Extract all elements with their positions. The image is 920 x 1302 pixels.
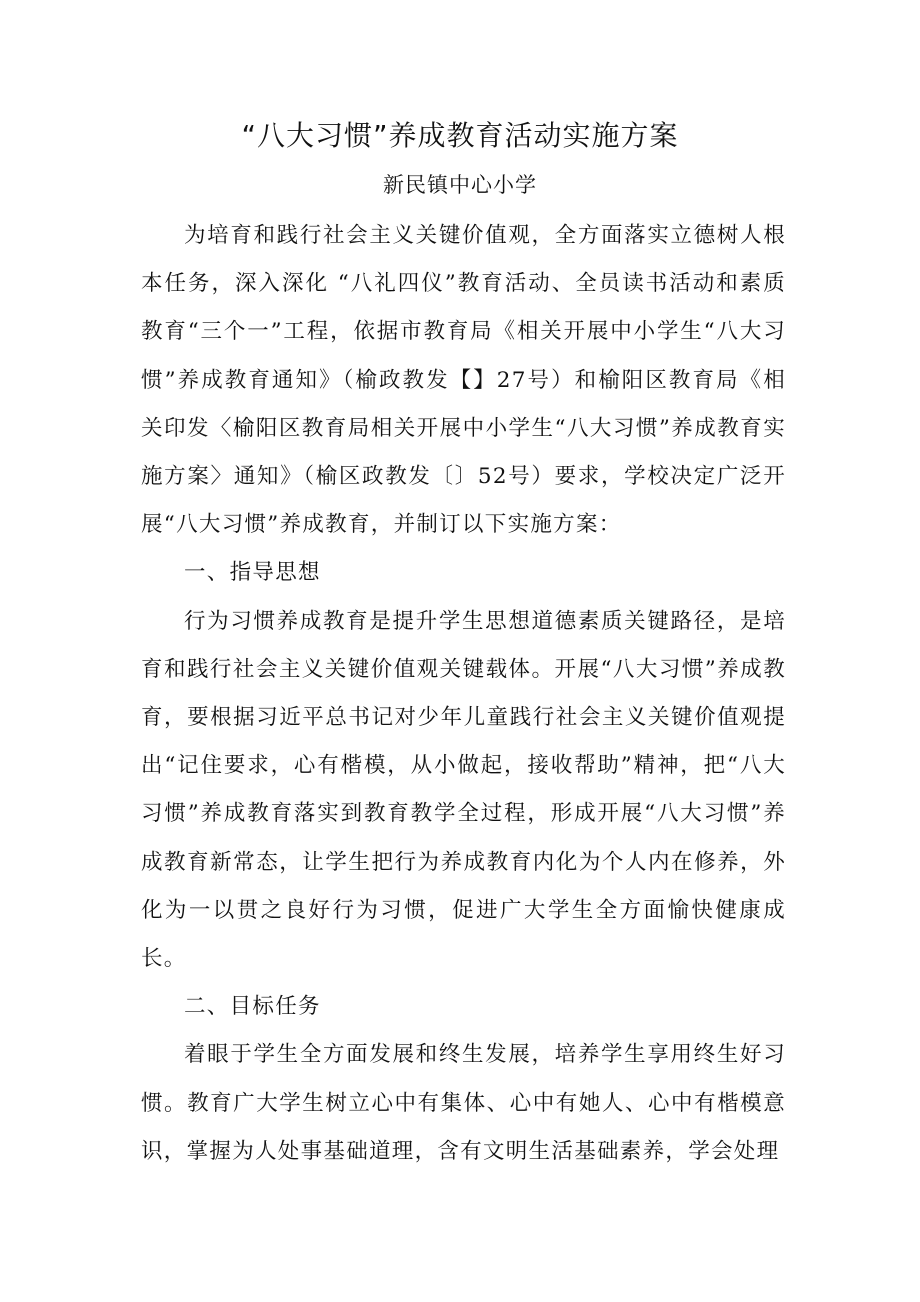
section-paragraph-goals: 着眼于学生全方面发展和终生发展，培养学生享用终生好习惯。教育广大学生树立心中有集体、心中有她人、心中有楷模意识，掌握为人处事基础道理，含有文明生活基础素养，学会处理 <box>141 1042 786 1164</box>
document-author: 新民镇中心小学 <box>383 173 537 197</box>
section-paragraph-guiding-thought: 行为习惯养成教育是提升学生思想道德素质关键路径，是培育和践行社会主义关键价值观关键载体。开展“八大习惯”养成教育，要根据习近平总书记对少年儿童践行社会主义关键价值观提出“记住要求，心有楷模，从小做起，接收帮助”精神，把“八大习惯”养成教育落实到教育教学全过程，形成开展“八大习惯”养成教育新常态，让学生把行为养成教育内化为个人内在修养，外化为一以贯之良好行为习惯，促进广大学生全方面愉快健康成长。 <box>141 608 786 972</box>
document-body <box>141 212 786 1176</box>
intro-paragraph: 为培育和践行社会主义关键价值观，全方面落实立德树人根本任务，深入深化 “八礼四仪”教育活动、全员读书活动和素质教育“三个一”工程，依据市教育局《相关开展中小学生“八大习惯”养成教育通知》（榆政教发【】27号）和榆阳区教育局《相关印发〈榆阳区教育局相关开展中小学生“八大习惯”养成教育实施方案〉通知》（榆区政教发〔〕52号）要求，学校决定广泛开展“八大习惯”养成教育，并制订以下实施方案： <box>141 223 786 538</box>
section-heading-goals: 二、目标任务 <box>184 994 321 1020</box>
section-heading-guiding-thought: 一、指导思想 <box>184 560 321 586</box>
document-title: “八大习惯”养成教育活动实施方案 <box>241 119 679 152</box>
